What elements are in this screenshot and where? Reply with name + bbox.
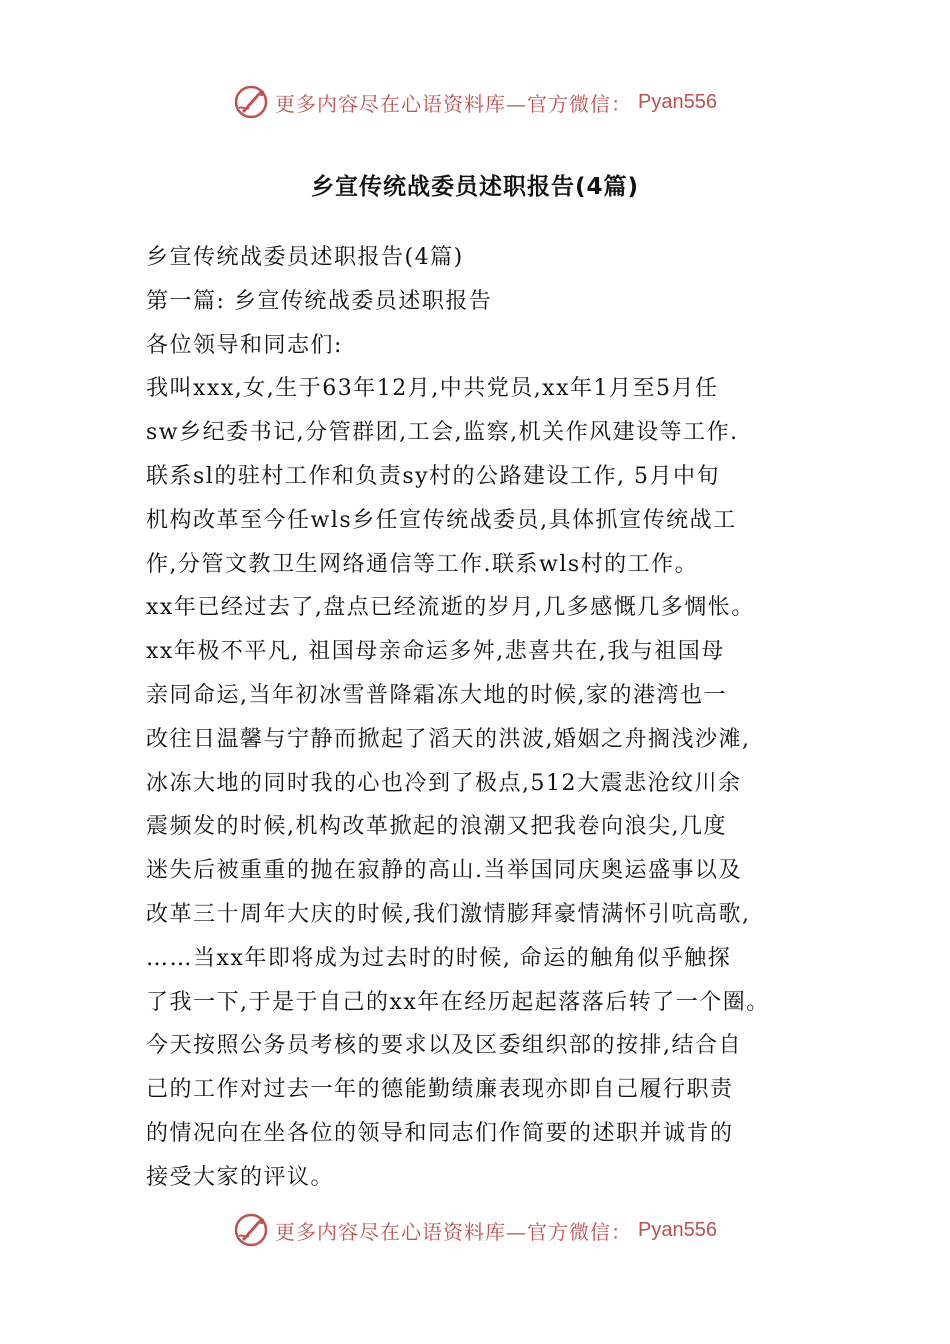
body-line: 亲同命运,当年初冰雪普降霜冻大地的时候,家的港湾也一 — [146, 682, 727, 708]
body-line: 第一篇: 乡宣传统战委员述职报告 — [146, 288, 493, 314]
body-line: 今天按照公务员考核的要求以及区委组织部的按排,结合自 — [146, 1033, 742, 1059]
body-line: 联系sl的驻村工作和负责sy村的公路建设工作, 5月中旬 — [146, 463, 721, 489]
document-title: 乡宣传统战委员述职报告(4篇) — [310, 174, 640, 200]
body-line: 迷失后被重重的抛在寂静的高山.当举国同庆奥运盛事以及 — [146, 858, 742, 884]
header-wechat-id: Pyan556 — [638, 90, 717, 113]
body-line: 震频发的时候,机构改革掀起的浪潮又把我卷向浪尖,几度 — [146, 814, 727, 840]
body-line: 作,分管文教卫生网络通信等工作.联系wls村的工作。 — [146, 551, 699, 577]
body-line: 的情况向在坐各位的领导和同志们作简要的述职并诚肯的 — [146, 1120, 734, 1146]
body-line: ……当xx年即将成为过去时的时候, 命运的触角似乎触探 — [146, 945, 732, 971]
body-line: 己的工作对过去一年的德能勤绩廉表现亦即自己履行职责 — [146, 1077, 734, 1103]
body-line: 改往日温馨与宁静而掀起了滔天的洪波,婚姻之舟搁浅沙滩, — [146, 726, 751, 752]
document-body — [146, 236, 816, 1200]
footer-banner — [0, 1208, 950, 1252]
body-line: sw乡纪委书记,分管群团,工会,监察,机关作风建设等工作. — [146, 420, 739, 446]
body-line: 乡宣传统战委员述职报告(4篇) — [146, 245, 464, 270]
footer-wechat-id: Pyan556 — [638, 1218, 717, 1241]
body-line: 各位领导和同志们: — [146, 332, 343, 358]
body-line: xx年已经过去了,盘点已经流逝的岁月,几多感慨几多惆怅。 — [146, 595, 755, 621]
body-line: 了我一下,于是于自己的xx年在经历起起落落后转了一个圈。 — [146, 989, 770, 1015]
quill-pen-logo-icon — [233, 84, 269, 120]
body-line: 冰冻大地的同时我的心也冷到了极点,512大震悲沧纹川余 — [146, 770, 742, 796]
quill-pen-logo-icon — [233, 1212, 269, 1248]
body-line: 改革三十周年大庆的时候,我们激情膨拜豪情满怀引吭高歌, — [146, 901, 751, 927]
body-line: 我叫xxx,女,生于63年12月,中共党员,xx年1月至5月任 — [146, 376, 719, 402]
header-banner-text: 更多内容尽在心语资料库—官方微信： — [275, 91, 633, 116]
body-line: 接受大家的评议。 — [146, 1164, 335, 1190]
body-line: xx年极不平凡, 祖国母亲命运多舛,悲喜共在,我与祖国母 — [146, 639, 725, 665]
header-banner — [0, 80, 950, 124]
body-line: 机构改革至今任wls乡任宣传统战委员,具体抓宣传统战工 — [146, 507, 737, 533]
footer-banner-text: 更多内容尽在心语资料库—官方微信： — [275, 1219, 633, 1244]
